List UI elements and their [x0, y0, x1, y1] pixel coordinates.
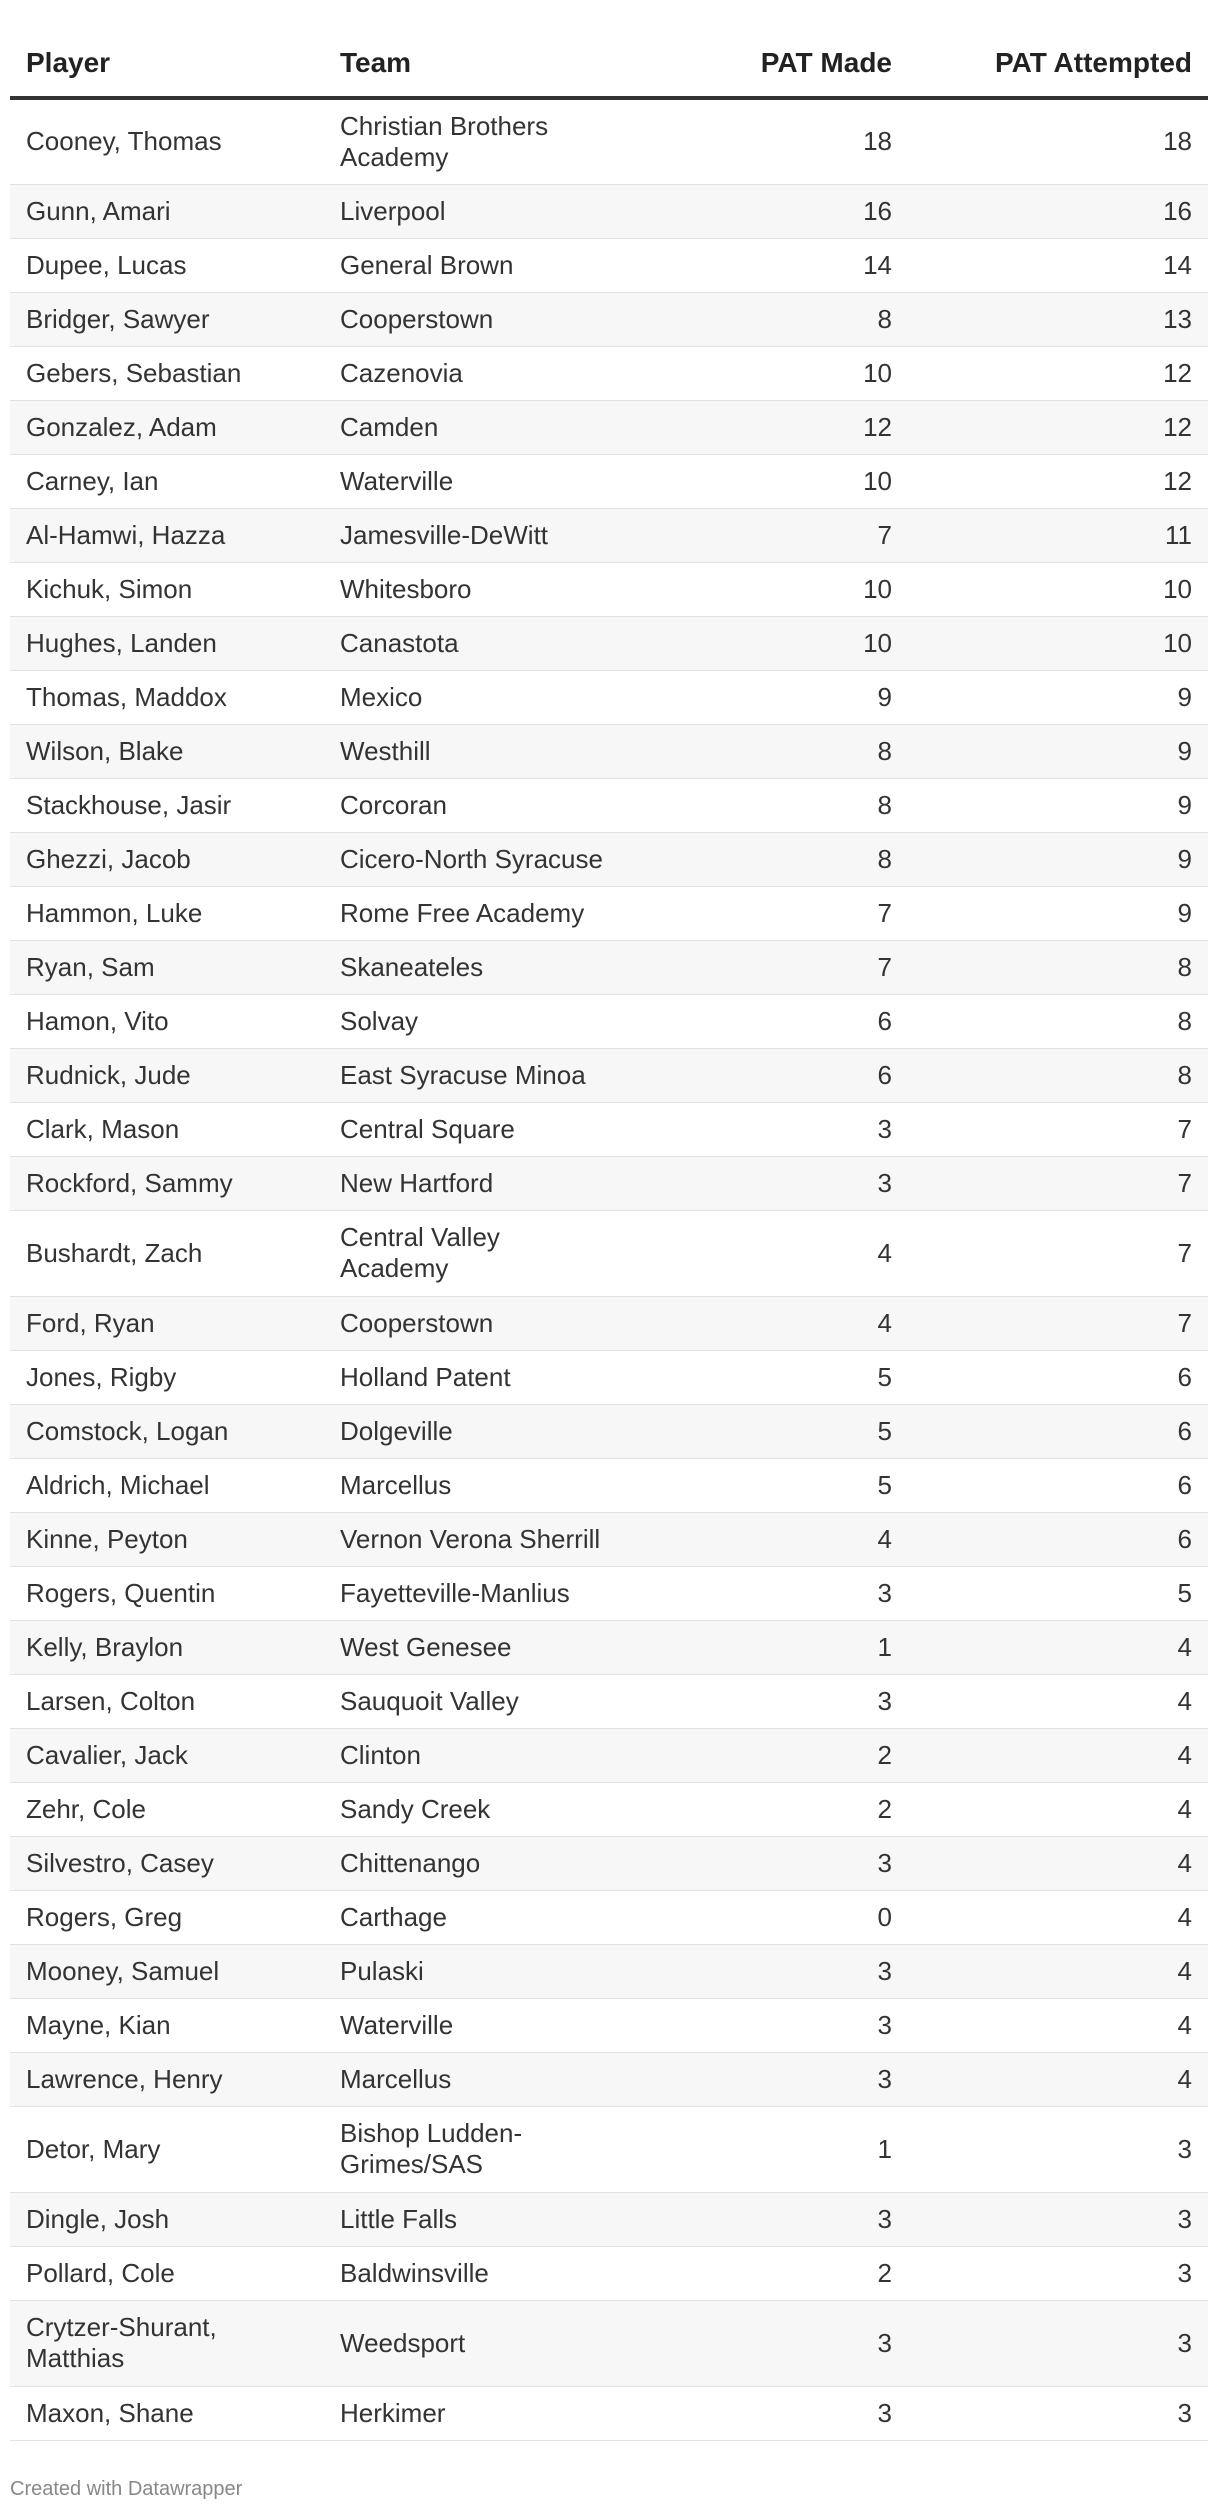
- cell-pat-made: 8: [624, 778, 908, 832]
- cell-team: Baldwinsville: [324, 2246, 624, 2300]
- cell-player: Rogers, Quentin: [10, 1566, 324, 1620]
- cell-pat-attempted: 13: [908, 292, 1208, 346]
- cell-pat-made: 3: [624, 1674, 908, 1728]
- cell-team: Waterville: [324, 1998, 624, 2052]
- cell-pat-made: 3: [624, 1998, 908, 2052]
- cell-pat-made: 2: [624, 1782, 908, 1836]
- cell-player: Silvestro, Casey: [10, 1836, 324, 1890]
- cell-player: Stackhouse, Jasir: [10, 778, 324, 832]
- cell-player: Bridger, Sawyer: [10, 292, 324, 346]
- cell-player: Cavalier, Jack: [10, 1728, 324, 1782]
- cell-pat-attempted: 12: [908, 400, 1208, 454]
- table-row: [10, 508, 1208, 562]
- cell-pat-made: 14: [624, 238, 908, 292]
- table-row: [10, 2300, 1208, 2386]
- table-row: [10, 1728, 1208, 1782]
- cell-team: Whitesboro: [324, 562, 624, 616]
- cell-pat-attempted: 6: [908, 1404, 1208, 1458]
- table-row: [10, 1404, 1208, 1458]
- cell-pat-attempted: 12: [908, 346, 1208, 400]
- cell-pat-made: 7: [624, 508, 908, 562]
- cell-team: Weedsport: [324, 2300, 624, 2386]
- cell-pat-made: 10: [624, 346, 908, 400]
- cell-pat-attempted: 12: [908, 454, 1208, 508]
- cell-pat-attempted: 16: [908, 184, 1208, 238]
- cell-team: Clinton: [324, 1728, 624, 1782]
- cell-pat-made: 3: [624, 1566, 908, 1620]
- cell-team: Waterville: [324, 454, 624, 508]
- cell-pat-attempted: 4: [908, 1728, 1208, 1782]
- cell-pat-attempted: 7: [908, 1156, 1208, 1210]
- table-row: [10, 1890, 1208, 1944]
- table-row: [10, 238, 1208, 292]
- cell-team: Cooperstown: [324, 1296, 624, 1350]
- cell-pat-attempted: 4: [908, 2052, 1208, 2106]
- cell-player: Ford, Ryan: [10, 1296, 324, 1350]
- cell-pat-made: 3: [624, 2052, 908, 2106]
- cell-player: Kelly, Braylon: [10, 1620, 324, 1674]
- cell-pat-made: 7: [624, 940, 908, 994]
- cell-team: Central Square: [324, 1102, 624, 1156]
- cell-pat-made: 3: [624, 2386, 908, 2440]
- cell-pat-made: 4: [624, 1512, 908, 1566]
- cell-team: Cazenovia: [324, 346, 624, 400]
- cell-player: Gonzalez, Adam: [10, 400, 324, 454]
- table-row: [10, 1566, 1208, 1620]
- cell-team: Central Valley Academy: [324, 1210, 624, 1296]
- cell-player: Gunn, Amari: [10, 184, 324, 238]
- cell-team: Marcellus: [324, 2052, 624, 2106]
- cell-pat-attempted: 7: [908, 1102, 1208, 1156]
- cell-player: Hammon, Luke: [10, 886, 324, 940]
- cell-pat-attempted: 10: [908, 616, 1208, 670]
- cell-pat-attempted: 3: [908, 2192, 1208, 2246]
- cell-player: Bushardt, Zach: [10, 1210, 324, 1296]
- cell-team: Bishop Ludden-Grimes/SAS: [324, 2106, 624, 2192]
- table-row: [10, 1156, 1208, 1210]
- cell-player: Maxon, Shane: [10, 2386, 324, 2440]
- cell-pat-made: 10: [624, 562, 908, 616]
- cell-pat-attempted: 7: [908, 1210, 1208, 1296]
- cell-pat-made: 10: [624, 454, 908, 508]
- cell-pat-attempted: 14: [908, 238, 1208, 292]
- cell-pat-made: 4: [624, 1296, 908, 1350]
- cell-pat-attempted: 4: [908, 1674, 1208, 1728]
- cell-pat-attempted: 3: [908, 2386, 1208, 2440]
- column-header-team[interactable]: Team: [324, 30, 624, 98]
- cell-pat-made: 6: [624, 994, 908, 1048]
- cell-pat-made: 5: [624, 1458, 908, 1512]
- cell-pat-made: 3: [624, 1102, 908, 1156]
- table-row: [10, 778, 1208, 832]
- cell-pat-made: 10: [624, 616, 908, 670]
- cell-pat-attempted: 3: [908, 2300, 1208, 2386]
- cell-player: Wilson, Blake: [10, 724, 324, 778]
- cell-pat-attempted: 11: [908, 508, 1208, 562]
- cell-pat-made: 8: [624, 724, 908, 778]
- column-header-pat-attempted[interactable]: PAT Attempted: [908, 30, 1208, 98]
- cell-team: Dolgeville: [324, 1404, 624, 1458]
- cell-pat-attempted: 9: [908, 832, 1208, 886]
- cell-player: Al-Hamwi, Hazza: [10, 508, 324, 562]
- cell-team: Canastota: [324, 616, 624, 670]
- table-row: [10, 1102, 1208, 1156]
- cell-player: Cooney, Thomas: [10, 98, 324, 184]
- cell-team: Christian Brothers Academy: [324, 98, 624, 184]
- cell-pat-made: 7: [624, 886, 908, 940]
- table-row: [10, 1296, 1208, 1350]
- cell-pat-attempted: 9: [908, 886, 1208, 940]
- table-row: [10, 1944, 1208, 1998]
- cell-pat-made: 3: [624, 1156, 908, 1210]
- cell-pat-attempted: 9: [908, 778, 1208, 832]
- cell-player: Zehr, Cole: [10, 1782, 324, 1836]
- cell-player: Comstock, Logan: [10, 1404, 324, 1458]
- table-row: [10, 98, 1208, 184]
- table-row: [10, 1836, 1208, 1890]
- cell-pat-made: 18: [624, 98, 908, 184]
- table-row: [10, 400, 1208, 454]
- cell-pat-attempted: 9: [908, 670, 1208, 724]
- cell-team: Jamesville-DeWitt: [324, 508, 624, 562]
- cell-team: New Hartford: [324, 1156, 624, 1210]
- cell-pat-attempted: 6: [908, 1350, 1208, 1404]
- table-row: [10, 724, 1208, 778]
- cell-pat-attempted: 8: [908, 940, 1208, 994]
- table-row: [10, 1210, 1208, 1296]
- cell-pat-attempted: 10: [908, 562, 1208, 616]
- cell-team: Fayetteville-Manlius: [324, 1566, 624, 1620]
- cell-team: Carthage: [324, 1890, 624, 1944]
- cell-player: Rogers, Greg: [10, 1890, 324, 1944]
- cell-player: Gebers, Sebastian: [10, 346, 324, 400]
- cell-team: Pulaski: [324, 1944, 624, 1998]
- table-row: [10, 1350, 1208, 1404]
- cell-pat-made: 1: [624, 2106, 908, 2192]
- cell-team: Sandy Creek: [324, 1782, 624, 1836]
- table-row: [10, 562, 1208, 616]
- cell-player: Kichuk, Simon: [10, 562, 324, 616]
- pat-stats-table: [10, 30, 1208, 2441]
- cell-pat-attempted: 4: [908, 1998, 1208, 2052]
- cell-player: Hamon, Vito: [10, 994, 324, 1048]
- cell-pat-made: 5: [624, 1404, 908, 1458]
- cell-team: Marcellus: [324, 1458, 624, 1512]
- table-row: [10, 346, 1208, 400]
- cell-pat-made: 1: [624, 1620, 908, 1674]
- cell-pat-attempted: 3: [908, 2246, 1208, 2300]
- cell-pat-made: 8: [624, 832, 908, 886]
- cell-pat-made: 3: [624, 1944, 908, 1998]
- cell-pat-attempted: 4: [908, 1890, 1208, 1944]
- cell-team: Corcoran: [324, 778, 624, 832]
- table-row: [10, 2246, 1208, 2300]
- cell-team: Holland Patent: [324, 1350, 624, 1404]
- cell-player: Kinne, Peyton: [10, 1512, 324, 1566]
- cell-team: Rome Free Academy: [324, 886, 624, 940]
- table-row: [10, 1620, 1208, 1674]
- cell-team: East Syracuse Minoa: [324, 1048, 624, 1102]
- cell-pat-attempted: 4: [908, 1836, 1208, 1890]
- column-header-pat-made[interactable]: PAT Made: [624, 30, 908, 98]
- cell-pat-attempted: 18: [908, 98, 1208, 184]
- cell-pat-made: 6: [624, 1048, 908, 1102]
- cell-team: Cicero-North Syracuse: [324, 832, 624, 886]
- cell-pat-made: 16: [624, 184, 908, 238]
- table-body: [10, 98, 1208, 2440]
- table-row: [10, 2052, 1208, 2106]
- cell-pat-made: 8: [624, 292, 908, 346]
- table-row: [10, 1458, 1208, 1512]
- cell-player: Crytzer-Shurant, Matthias: [10, 2300, 324, 2386]
- cell-team: Solvay: [324, 994, 624, 1048]
- table-row: [10, 832, 1208, 886]
- cell-pat-made: 2: [624, 2246, 908, 2300]
- cell-team: Little Falls: [324, 2192, 624, 2246]
- cell-team: Liverpool: [324, 184, 624, 238]
- cell-player: Carney, Ian: [10, 454, 324, 508]
- cell-pat-made: 3: [624, 1836, 908, 1890]
- cell-team: West Genesee: [324, 1620, 624, 1674]
- table-row: [10, 454, 1208, 508]
- table-row: [10, 2386, 1208, 2440]
- cell-player: Mooney, Samuel: [10, 1944, 324, 1998]
- table-row: [10, 1512, 1208, 1566]
- cell-team: Herkimer: [324, 2386, 624, 2440]
- cell-player: Mayne, Kian: [10, 1998, 324, 2052]
- cell-player: Thomas, Maddox: [10, 670, 324, 724]
- cell-pat-attempted: 6: [908, 1512, 1208, 1566]
- cell-player: Hughes, Landen: [10, 616, 324, 670]
- cell-player: Pollard, Cole: [10, 2246, 324, 2300]
- cell-pat-made: 3: [624, 2192, 908, 2246]
- cell-player: Larsen, Colton: [10, 1674, 324, 1728]
- cell-pat-made: 4: [624, 1210, 908, 1296]
- table-row: [10, 2192, 1208, 2246]
- cell-team: Mexico: [324, 670, 624, 724]
- cell-pat-attempted: 5: [908, 1566, 1208, 1620]
- cell-pat-attempted: 8: [908, 994, 1208, 1048]
- cell-player: Ghezzi, Jacob: [10, 832, 324, 886]
- table-row: [10, 292, 1208, 346]
- column-header-player[interactable]: Player: [10, 30, 324, 98]
- cell-team: Westhill: [324, 724, 624, 778]
- cell-pat-attempted: 6: [908, 1458, 1208, 1512]
- cell-player: Dingle, Josh: [10, 2192, 324, 2246]
- cell-pat-attempted: 4: [908, 1782, 1208, 1836]
- cell-player: Ryan, Sam: [10, 940, 324, 994]
- cell-player: Jones, Rigby: [10, 1350, 324, 1404]
- table-row: [10, 1782, 1208, 1836]
- cell-team: Chittenango: [324, 1836, 624, 1890]
- cell-player: Detor, Mary: [10, 2106, 324, 2192]
- cell-pat-made: 3: [624, 2300, 908, 2386]
- table-row: [10, 1674, 1208, 1728]
- cell-team: Cooperstown: [324, 292, 624, 346]
- table-row: [10, 1998, 1208, 2052]
- table-row: [10, 1048, 1208, 1102]
- table-row: [10, 940, 1208, 994]
- cell-player: Rockford, Sammy: [10, 1156, 324, 1210]
- cell-pat-made: 12: [624, 400, 908, 454]
- header-row: [10, 30, 1208, 98]
- cell-team: General Brown: [324, 238, 624, 292]
- table-row: [10, 886, 1208, 940]
- cell-pat-made: 5: [624, 1350, 908, 1404]
- cell-team: Camden: [324, 400, 624, 454]
- cell-team: Sauquoit Valley: [324, 1674, 624, 1728]
- cell-pat-made: 0: [624, 1890, 908, 1944]
- footer-credit: Created with Datawrapper: [10, 2478, 243, 2500]
- cell-player: Aldrich, Michael: [10, 1458, 324, 1512]
- cell-pat-attempted: 7: [908, 1296, 1208, 1350]
- cell-pat-made: 2: [624, 1728, 908, 1782]
- table-row: [10, 2106, 1208, 2192]
- cell-pat-made: 9: [624, 670, 908, 724]
- cell-pat-attempted: 4: [908, 1620, 1208, 1674]
- cell-player: Rudnick, Jude: [10, 1048, 324, 1102]
- cell-player: Clark, Mason: [10, 1102, 324, 1156]
- table-row: [10, 184, 1208, 238]
- cell-team: Vernon Verona Sherrill: [324, 1512, 624, 1566]
- cell-pat-attempted: 8: [908, 1048, 1208, 1102]
- table-row: [10, 616, 1208, 670]
- cell-pat-attempted: 3: [908, 2106, 1208, 2192]
- cell-pat-attempted: 9: [908, 724, 1208, 778]
- cell-pat-attempted: 4: [908, 1944, 1208, 1998]
- table-row: [10, 670, 1208, 724]
- cell-player: Lawrence, Henry: [10, 2052, 324, 2106]
- cell-player: Dupee, Lucas: [10, 238, 324, 292]
- cell-team: Skaneateles: [324, 940, 624, 994]
- table-row: [10, 994, 1208, 1048]
